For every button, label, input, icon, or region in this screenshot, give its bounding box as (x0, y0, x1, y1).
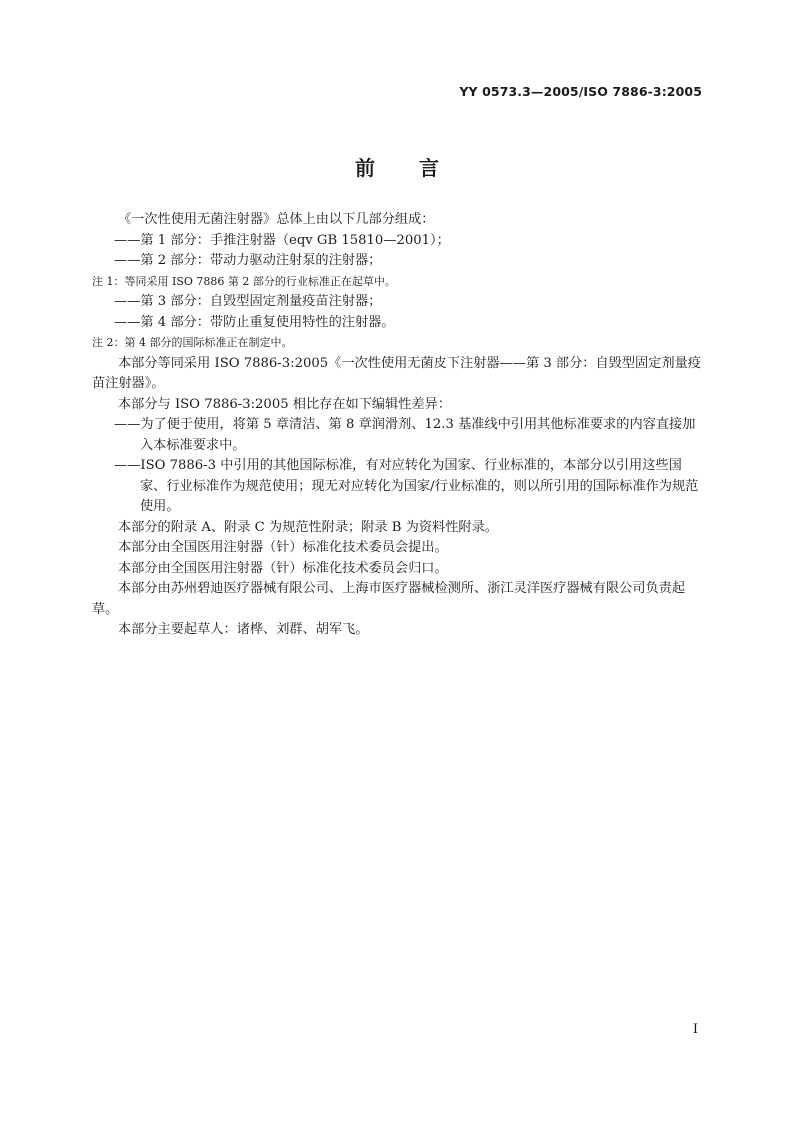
paragraph-intro: 《一次性使用无菌注射器》总体上由以下几部分组成： (118, 212, 435, 227)
note-1: 注 1：等同采用 ISO 7886 第 2 部分的行业标准正在起草中。 (92, 274, 396, 288)
standard-code: YY 0573.3—2005/ISO 7886-3:2005 (459, 84, 702, 99)
document-body (92, 210, 704, 641)
paragraph-drafted-by: 本部分由苏州碧迪医疗器械有限公司、上海市医疗器械检测所、浙江灵洋医疗器械有限公司负责起草。 (92, 581, 686, 617)
paragraph-proposed-by: 本部分由全国医用注射器（针）标准化技术委员会提出。 (118, 540, 448, 555)
paragraph-differences: 本部分与 ISO 7886-3:2005 相比存在如下编辑性差异： (118, 396, 452, 412)
list-item-part-2: ——第 2 部分：带动力驱动注射泵的注射器； (114, 253, 382, 268)
paragraph-adoption: 本部分等同采用 ISO 7886-3:2005《一次性使用无菌皮下注射器——第 3 部分：自毁型固定剂量疫苗注射器》。 (92, 355, 701, 391)
list-item-part-4: ——第 4 部分：带防止重复使用特性的注射器。 (114, 314, 395, 330)
list-item-difference-1: ——为了便于使用，将第 5 章清洁、第 8 章润滑剂、12.3 基准线中引用其他标准要求的内容直接加入本标准要求中。 (114, 417, 696, 453)
list-item-difference-2: ——ISO 7886-3 中引用的其他国际标准，有对应转化为国家、行业标准的，本部分以引用这些国家、行业标准作为规范使用；现无对应转化为国家/行业标准的，则以所引用的国际标准作为规范使用。 (114, 458, 699, 514)
paragraph-centralized-by: 本部分由全国医用注射器（针）标准化技术委员会归口。 (118, 560, 448, 576)
paragraph-annexes: 本部分的附录 A、附录 C 为规范性附录；附录 B 为资料性附录。 (118, 519, 498, 535)
list-item-part-1: ——第 1 部分：手推注射器（eqv GB 15810—2001）； (114, 232, 450, 248)
paragraph-drafters: 本部分主要起草人：诸桦、刘群、胡军飞。 (118, 622, 369, 637)
note-2: 注 2：第 4 部分的国际标准正在制定中。 (92, 336, 293, 349)
page-title: 前言 (355, 156, 483, 180)
list-item-part-3: ——第 3 部分：自毁型固定剂量疫苗注射器； (114, 294, 382, 309)
page-number: I (692, 1022, 698, 1037)
